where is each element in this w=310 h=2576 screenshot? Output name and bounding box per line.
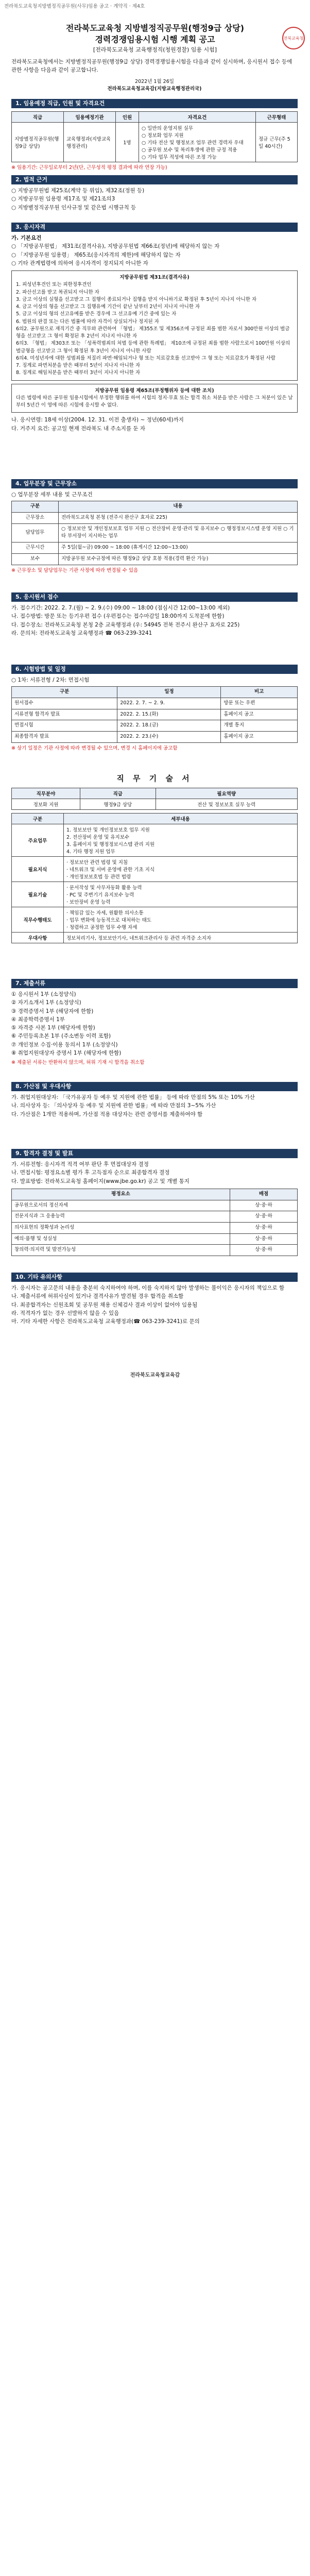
list-item: 6의3. 「형법」 제303조 또는 「성폭력범죄의 처벌 등에 관한 특례법」 제10조에 규정된 죄를 범한 사람으로서 100만원 이상의 벌금형을 선고받고 그 형이 확정된 후 3년이 지나지 아니한 사람	[16, 341, 290, 354]
table-cell: 상·중·하	[230, 1233, 298, 1245]
list-item: ○ 지방공무원법 제25조(계약 등 위임), 제32조(정원 등)	[11, 188, 145, 194]
s4-row-text: 지방공무원 보수규정에 따른 행정9급 상당 호봉 적용(경력 환산 가능)	[59, 553, 298, 565]
table-row	[12, 1233, 298, 1245]
table-cell: 상·중·하	[230, 1245, 298, 1256]
table-cell: 상·중·하	[230, 1200, 298, 1211]
form-item-lines	[64, 882, 298, 907]
section-7-header: 7. 제출서류	[11, 979, 298, 988]
section-8-body	[11, 1093, 298, 1118]
table-cell: 예의·품행 및 성실성	[12, 1233, 230, 1245]
form-sec-col-1: 세부내용	[64, 814, 298, 824]
list-item: · 업무 변화에 능동적으로 대처하는 태도	[66, 918, 151, 923]
s1-col-grade: 직급	[12, 112, 64, 123]
list-item: ⑧ 취업지원대상자 증명서 1부 (해당자에 한함)	[11, 1049, 122, 1056]
table-cell: 개별 통지	[221, 720, 298, 732]
s4-col-text: 내용	[59, 501, 298, 513]
list-item: 2. 전산장비 운영 및 유지보수	[66, 835, 130, 840]
section-1-header: 1. 임용예정 직급, 인원 및 자격요건	[11, 99, 298, 108]
s3-law-box	[11, 270, 298, 381]
s4-lead: ○ 업무분장 세부 내용 및 근무조건	[11, 492, 93, 498]
notice-issuer: 전라북도교육청교육감(지방교육행정관리국)	[107, 86, 202, 92]
list-item: ⑤ 자격증 사본 1부 (해당자에 한함)	[11, 1025, 95, 1031]
list-item: · 정보보안 관련 법령 및 지침	[66, 860, 128, 866]
s7-note: ※ 제출된 서류는 반환하지 않으며, 허위 기재 시 합격을 취소함	[11, 1060, 145, 1066]
form-item-label: 필요지식	[12, 857, 64, 882]
s3-sub-a: 가. 기본요건	[11, 235, 42, 241]
s4-row-label: 근무장소	[12, 512, 59, 523]
form-item-lines	[64, 857, 298, 882]
list-item: ② 자기소개서 1부 (소정양식)	[11, 999, 81, 1006]
s3-law-box2-title: 지방공무원 임용령 제65조(부정행위자 등에 대한 조치)	[95, 387, 214, 394]
list-item: ① 응시원서 1부 (소정양식)	[11, 991, 76, 997]
s1-org: 교육행정과(지방교육행정관리)	[64, 123, 116, 162]
table-cell: 2022. 2. 7. ~ 2. 9.	[117, 698, 221, 709]
table-row	[12, 1222, 298, 1233]
table-row	[12, 857, 298, 882]
s4-col-label: 구분	[12, 501, 59, 513]
list-item: 다. 접수장소: 전라북도교육청 본청 2층 교육행정과 (우: 54945 전북 전주시 완산구 효자로 225)	[11, 621, 240, 628]
s3-law-box2-text: 다른 법령에 따른 공무원 임용시험에서 부정한 행위를 하여 시험의 정지·무효 또는 합격 취소 처분을 받은 사람은 그 처분이 있은 날부터 5년간 이 영에 따른 시험에 응시할 수 없다.	[16, 395, 293, 409]
section-10-header: 10. 기타 유의사항	[11, 1273, 298, 1282]
s6-col-0: 구분	[12, 687, 117, 698]
table-cell: 원서접수	[12, 698, 117, 709]
list-item: ○ 지방별정직공무원 인사규정 및 같은법 시행규칙 등	[11, 204, 136, 211]
section-5-body	[11, 604, 298, 637]
list-item: · 문서작성 및 사무자동화 활용 능력	[66, 885, 142, 891]
list-item: 나. 제출서류에 허위사실이 있거나 결격사유가 발견될 경우 합격을 취소함	[11, 1293, 184, 1300]
table-cell: 서류전형 합격자 발표	[12, 709, 117, 720]
job-description-form	[11, 773, 298, 943]
list-item: 8. 징계로 해임처분을 받은 때부터 3년이 지나지 아니한 자	[16, 370, 141, 376]
list-item: ③ 경력증명서 1부 (해당자에 한함)	[11, 1008, 94, 1014]
s4-row-text: ○ 정보보안 및 개인정보보호 업무 지원 ○ 전산장비 운영·관리 및 유지보수 ○ 행정정보시스템 운영 지원 ○ 기타 부서장이 지시하는 업무	[59, 523, 298, 542]
s1-req	[139, 123, 256, 162]
s4-row-label: 보수	[12, 553, 59, 565]
list-item: ○ 「지방공무원법」 제31조(결격사유), 지방공무원법 제66조(정년)에 해당하지 않는 자	[11, 243, 220, 250]
table-cell: 면접시험	[12, 720, 117, 732]
table-row	[12, 1211, 298, 1223]
section-3-header: 3. 응시자격	[11, 223, 298, 232]
list-item: 6의2. 공무원으로 재직기간 중 직무와 관련하여 「형법」 제355조 및 제356조에 규정된 죄를 범한 자로서 300만원 이상의 벌금형을 선고받고 그 형이 확정된 후 2년이 지나지 아니한 자	[16, 326, 290, 340]
table-row	[12, 799, 298, 810]
table-cell: 행정9급 상당	[80, 799, 156, 810]
list-item: 가. 취업지원대상자: 「국가유공자 등 예우 및 지원에 관한 법률」 등에 따라 만점의 5% 또는 10% 가산	[11, 1094, 255, 1100]
table-cell: 전산 및 정보보호 실무 능력	[156, 799, 297, 810]
form-cert-label: 우대사항	[12, 933, 64, 943]
list-item: 3. 홈페이지 및 행정정보시스템 관리 지원	[66, 842, 154, 848]
table-row	[12, 553, 298, 565]
s1-grade: 지방별정직공무원(행정9급 상당)	[12, 123, 64, 162]
table-row	[12, 1245, 298, 1256]
list-item: 라. 문의처: 전라북도교육청 교육행정과 ☎ 063-239-3241	[11, 630, 152, 636]
list-item: 가. 서류전형: 응시자격 적격 여부 판단 후 면접대상자 결정	[11, 1161, 149, 1167]
list-item: ○ 기타 전산 및 행정보조 업무 관련 경력자 우대	[142, 140, 244, 146]
table-cell: 상·중·하	[230, 1222, 298, 1233]
list-item: 나. 의사상자 등: 「의사상자 등 예우 및 지원에 관한 법률」에 따라 만점의 3~5% 가산	[11, 1103, 216, 1109]
list-item: 가. 접수기간: 2022. 2. 7.(월) ~ 2. 9.(수) 09:00 ~ 18:00 (점심시간 12:00~13:00 제외)	[11, 605, 230, 611]
table-cell: 정보화 지원	[12, 799, 80, 810]
list-item: 나. 면접시험: 평정요소별 평가 후 고득점자 순으로 최종합격자 결정	[11, 1170, 170, 1176]
breadcrumb: 전라북도교육청지방별정직공무원(사무)임용 공고 · 계약직 · 제4호	[4, 4, 145, 9]
s4-row-text: 주 5일(월~금) 09:00 ~ 18:00 (휴게시간 12:00~13:00)	[59, 543, 298, 554]
table-cell: 공무원으로서의 정신자세	[12, 1200, 230, 1211]
table-row	[12, 882, 298, 907]
s1-col-org: 임용예정기관	[64, 112, 116, 123]
list-item: 다. 가산점은 1개만 적용하며, 가산점 적용 대상자는 관련 증명서를 제출하여야 함	[11, 1111, 203, 1117]
s3-law-box-2	[11, 384, 298, 413]
form-col-0: 직무분야	[12, 788, 80, 799]
s1-note: ※ 임용기간: 근무일로부터 2년(단, 근무성적 평정 결과에 따라 연장 가능)	[11, 165, 167, 171]
list-item: ○ 정보화 업무 지원	[142, 133, 184, 139]
table-cell: 의사표현의 정확성과 논리성	[12, 1222, 230, 1233]
section-3-body	[11, 234, 298, 433]
list-item: ○ 기타 업무 적성에 따른 조정 가능	[142, 155, 217, 160]
official-stamp: 전북교육청	[282, 27, 305, 49]
form-item-label: 직무수행태도	[12, 907, 64, 933]
table-row	[12, 933, 298, 943]
s1-type: 정규 근무(주 5일 40시간)	[256, 123, 298, 162]
list-item: 4. 금고 이상의 형을 선고받고 그 집행유예 기간이 끝난 날부터 2년이 지나지 아니한 자	[16, 304, 200, 310]
list-item: 7. 징계로 파면처분을 받은 때부터 5년이 지나지 아니한 자	[16, 363, 141, 369]
section-8-header: 8. 가산점 및 우대사항	[11, 1082, 298, 1091]
list-item: 1. 피성년후견인 또는 피한정후견인	[16, 282, 92, 288]
s1-col-count: 인원	[116, 112, 139, 123]
list-item: 3. 금고 이상의 실형을 선고받고 그 집행이 종료되거나 집행을 받지 아니하기로 확정된 후 5년이 지나지 아니한 자	[16, 296, 257, 302]
s4-row-label: 담당업무	[12, 523, 59, 542]
title-line1: 전라북도교육청 지방별정직공무원(행정9급 상당)	[65, 23, 245, 33]
list-item: · PC 및 주변기기 유지보수 능력	[66, 892, 134, 898]
s6-col-1: 일정	[117, 687, 221, 698]
list-item: 1. 정보보안 및 개인정보보호 업무 지원	[66, 827, 150, 833]
section-9-header: 9. 합격자 결정 및 발표	[11, 1149, 298, 1158]
s1-col-type: 근무형태	[256, 112, 298, 123]
table-row	[12, 824, 298, 857]
title-subtitle: [전라북도교육청 교육행정직(청원경찰) 임용 시험]	[93, 46, 217, 53]
table-row	[12, 907, 298, 933]
section-5-header: 5. 응시원서 접수	[11, 592, 298, 602]
list-item: 다. 최종합격자는 신원조회 및 공무원 채용 신체검사 결과 이상이 없어야 임용됨	[11, 1301, 198, 1308]
list-item: 다. 발표방법: 전라북도교육청 홈페이지(www.jbe.go.kr) 공고 및 개별 통지	[11, 1178, 190, 1184]
form-col-1: 직급	[80, 788, 156, 799]
section-1-table	[11, 111, 298, 172]
form-item-label: 주요업무	[12, 824, 64, 857]
list-item: · 개인정보보호법 등 관련 법령	[66, 874, 131, 880]
table-row	[12, 732, 298, 743]
list-item: 라. 적격자가 없는 경우 선발하지 않을 수 있음	[11, 1310, 119, 1316]
table-cell: 최종합격자 발표	[12, 732, 117, 743]
table-row	[12, 698, 298, 709]
list-item: ⑥ 주민등록초본 1부 (주소변동 이력 포함)	[11, 1033, 111, 1040]
s3-sub-b: 나. 응시연령: 18세 이상(2004. 12. 31. 이전 출생자) ~ 정년(60세)까지	[11, 417, 184, 423]
s1-count: 1명	[116, 123, 139, 162]
table-row	[12, 720, 298, 732]
table-cell: 2022. 2. 23.(수)	[117, 732, 221, 743]
list-item: 마. 기타 자세한 사항은 전라북도교육청 교육행정과(☎ 063-239-3241)로 문의	[11, 1318, 200, 1325]
s3-law-box-title: 지방공무원법 제31조(결격사유)	[119, 275, 190, 281]
form-item-label: 필요기술	[12, 882, 64, 907]
table-cell: 창의력·의지력 및 발전가능성	[12, 1245, 230, 1256]
section-6-header: 6. 시험방법 및 일정	[11, 665, 298, 674]
s9-col-0: 평정요소	[12, 1189, 230, 1200]
list-item: 4. 기타 행정 지원 업무	[66, 849, 115, 855]
list-item: 나. 접수방법: 방문 또는 등기우편 접수 (우편접수는 접수마감일 18:00까지 도착분에 한함)	[11, 613, 225, 620]
list-item: · 보안장비 운영 능력	[66, 900, 111, 905]
table-row	[12, 523, 298, 542]
section-2-body	[11, 187, 298, 212]
form-item-lines	[64, 824, 298, 857]
table-row	[12, 123, 298, 162]
form-cert: 정보처리기사, 정보보안기사, 네트워크관리사 등 관련 자격증 소지자	[64, 933, 298, 943]
table-row	[12, 543, 298, 554]
list-item: ○ 지방공무원 임용령 제17조 및 제21조의3	[11, 196, 115, 202]
list-item: ○ 일반의 운영지원 실무	[142, 126, 193, 131]
table-row	[12, 1200, 298, 1211]
section-7-body	[11, 990, 298, 1066]
table-cell: 방문 또는 우편	[221, 698, 298, 709]
list-item: · 네트워크 및 서버 운영에 관한 기초 지식	[66, 867, 154, 873]
section-2-header: 2. 법적 근거	[11, 175, 298, 184]
list-item: 가. 응시자는 공고문의 내용을 충분히 숙지하여야 하며, 이를 숙지하지 않아 발생하는 불이익은 응시자의 책임으로 함	[11, 1285, 285, 1291]
table-cell: 2022. 2. 18.(금)	[117, 720, 221, 732]
list-item: ○ 기타 관계법령에 의하여 응시자격이 정지되지 아니한 자	[11, 260, 148, 266]
s9-col-1: 배점	[230, 1189, 298, 1200]
section-10-body	[11, 1284, 298, 1326]
intro-text: 전라북도교육청에서는 지방별정직공무원(행정9급 상당) 경력경쟁임용시험을 다음과 같이 실시하며, 응시원서 접수 등에 관한 사항을 다음과 같이 공고합니다.	[11, 59, 292, 74]
list-item: ○ 「지방공무원 임용령」 제65조(응시자격의 제한)에 해당하지 않는 자	[11, 251, 181, 258]
footer-issuer: 전라북도교육청교육감	[130, 1372, 180, 1378]
s4-note: ※ 근무장소 및 담당업무는 기관 사정에 따라 변경될 수 있음	[11, 567, 139, 573]
list-item: 6. 법원의 판결 또는 다른 법률에 따라 자격이 상실되거나 정지된 자	[16, 318, 159, 325]
list-item: · 청렴하고 공정한 업무 수행 자세	[66, 925, 137, 930]
table-row	[12, 512, 298, 523]
s4-row-text: 전라북도교육청 본청 (전주시 완산구 효자로 225)	[59, 512, 298, 523]
section-9-body	[11, 1160, 298, 1256]
s3-sub-c: 다. 거주지 요건: 공고일 현재 전라북도 내 주소지를 둔 자	[11, 425, 146, 432]
form-col-2: 필요역량	[156, 788, 297, 799]
list-item: 2. 파산선고를 받고 복권되지 아니한 자	[16, 289, 99, 295]
list-item: · 책임감 있는 자세, 원활한 의사소통	[66, 910, 144, 916]
table-row	[12, 709, 298, 720]
list-item: 6의4. 미성년자에 대한 성범죄를 저질러 파면·해임되거나 형 또는 치료감호를 선고받아 그 형 또는 치료감호가 확정된 사람	[16, 355, 275, 361]
list-item: 5. 금고 이상의 형의 선고유예를 받은 경우에 그 선고유예 기간 중에 있는 자	[16, 311, 177, 317]
notice-date: 2022년 1월 26일	[135, 79, 174, 84]
table-cell: 전문지식과 그 응용능력	[12, 1211, 230, 1223]
s6-col-2: 비고	[221, 687, 298, 698]
table-cell: 홈페이지 공고	[221, 732, 298, 743]
list-item: ④ 최종학력증명서 1부	[11, 1016, 65, 1023]
table-cell: 홈페이지 공고	[221, 709, 298, 720]
s6-lead: ○ 1차: 서류전형 / 2차: 면접시험	[11, 677, 90, 683]
form-sec-col-0: 구분	[12, 814, 64, 824]
table-cell: 상·중·하	[230, 1211, 298, 1223]
section-4-header: 4. 업무분장 및 근무장소	[11, 479, 298, 488]
s4-row-label: 근무시간	[12, 543, 59, 554]
table-cell: 2022. 2. 15.(화)	[117, 709, 221, 720]
s6-note: ※ 상기 일정은 기관 사정에 따라 변경될 수 있으며, 변경 시 홈페이지에 공고함	[11, 745, 178, 751]
section-6-body	[11, 676, 298, 752]
form-item-lines	[64, 907, 298, 933]
section-4-body	[11, 490, 298, 574]
list-item: ⑦ 개인정보 수집·이용 동의서 1부 (소정양식)	[11, 1041, 118, 1048]
title-line2: 경력경쟁임용시험 시행 계획 공고	[95, 35, 215, 44]
form-title: 직 무 기 술 서	[116, 774, 193, 783]
list-item: ○ 공무원 보수 및 복리후생에 관한 규정 적용	[142, 147, 237, 153]
s1-col-req: 자격요건	[139, 112, 256, 123]
